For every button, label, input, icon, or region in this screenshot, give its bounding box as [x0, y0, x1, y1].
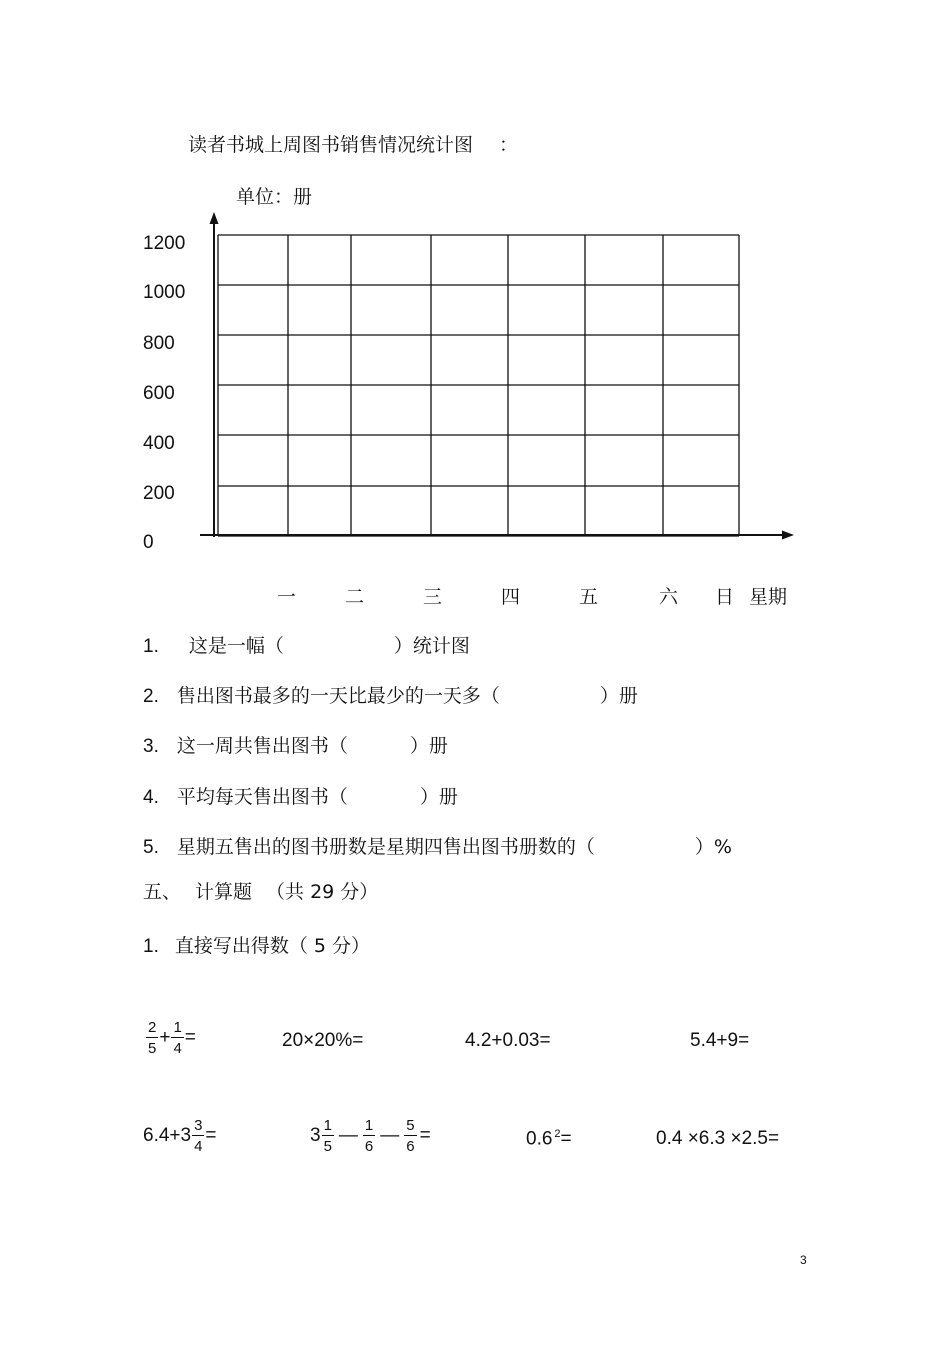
question-text: 这一周共售出图书（: [176, 735, 348, 757]
operator: —: [380, 1125, 400, 1146]
expression-percent: 20×20%=: [282, 1030, 364, 1051]
section-number: 五、: [143, 881, 182, 903]
section-title: 计算题: [195, 881, 253, 903]
question-text: 星期五售出的图书册数是星期四售出图书册数的（: [176, 836, 595, 858]
y-tick-label: 0: [143, 532, 154, 553]
question-number: 5.: [143, 837, 159, 858]
question-3: [143, 731, 448, 758]
subsection-title: 直接写出得数（: [174, 935, 308, 957]
y-tick-label: 800: [143, 333, 175, 354]
fraction: $\frac{1}{4}$: [173, 1019, 182, 1057]
x-axis-title: 星期: [749, 586, 788, 608]
fraction: $\frac{2}{5}$: [148, 1019, 157, 1057]
section-heading: [143, 877, 378, 904]
question-suffix: ）%: [694, 836, 732, 858]
operator: —: [338, 1125, 358, 1146]
expression-mixed-sum: [143, 1118, 217, 1154]
section-score: （共 29 分）: [266, 881, 379, 903]
grid-lines: [218, 235, 739, 536]
chart-title-text: 读者书城上周图书销售情况统计图: [188, 134, 474, 156]
operand: 6.4+3: [143, 1125, 192, 1146]
question-number: 3.: [143, 736, 159, 757]
x-tick-label: 日: [715, 586, 735, 608]
equals: =: [419, 1125, 431, 1146]
question-text: 平均每天售出图书（: [176, 786, 348, 808]
y-tick-label: 1200: [143, 233, 186, 254]
operator: +: [159, 1027, 171, 1048]
question-suffix: ）册: [419, 786, 458, 808]
x-tick-label: 一: [277, 586, 297, 608]
question-suffix: ）册: [409, 735, 448, 757]
question-1: [143, 631, 470, 658]
y-axis-arrow: [210, 212, 219, 224]
question-number: 4.: [143, 787, 159, 808]
y-tick-label: 600: [143, 383, 175, 404]
whole-number: 3: [310, 1125, 321, 1146]
expression-square: [526, 1128, 572, 1150]
question-text: 这是一幅（: [188, 635, 284, 657]
x-tick-label: 六: [659, 586, 679, 608]
fraction: $\frac{1}{6}$: [364, 1117, 374, 1155]
expression-fraction-sum: [145, 1020, 196, 1056]
equals: =: [184, 1027, 196, 1048]
question-number: 1.: [143, 636, 159, 657]
subsection-heading: [143, 931, 370, 958]
equals: =: [205, 1125, 217, 1146]
question-5: [143, 832, 732, 859]
question-suffix: ）统计图: [393, 635, 470, 657]
page-number: 3: [800, 1253, 807, 1267]
y-tick-label: 200: [143, 483, 175, 504]
question-text: 售出图书最多的一天比最少的一天多（: [176, 685, 500, 707]
x-axis-arrow: [782, 531, 794, 540]
question-number: 2.: [143, 686, 159, 707]
subsection-number: 1.: [143, 936, 159, 957]
subsection-score: 5 分）: [313, 935, 371, 957]
y-tick-label: 1000: [143, 282, 186, 303]
x-tick-label: 二: [345, 586, 365, 608]
fraction: $\frac{1}{5}$: [323, 1117, 332, 1155]
expression-product: 0.4 ×6.3 ×2.5=: [656, 1128, 780, 1149]
question-2: [143, 681, 638, 708]
expression-decimal-sum: 4.2+0.03=: [465, 1030, 551, 1051]
equals: =: [560, 1128, 572, 1150]
base: 0.6: [526, 1128, 553, 1150]
x-tick-label: 四: [501, 586, 521, 608]
expression-sum: 5.4+9=: [690, 1030, 750, 1051]
question-4: [143, 782, 458, 809]
chart-grid: [0, 0, 950, 600]
fraction: $\frac{5}{6}$: [406, 1117, 415, 1155]
fraction: $\frac{3}{4}$: [194, 1117, 203, 1155]
unit-label: 单位：册: [236, 186, 313, 208]
x-tick-label: 三: [423, 586, 443, 608]
y-tick-label: 400: [143, 433, 175, 454]
question-suffix: ）册: [599, 685, 638, 707]
exponent: 2: [554, 1128, 561, 1140]
x-tick-label: 五: [579, 586, 599, 608]
expression-mixed-difference: [310, 1118, 431, 1154]
chart-title-colon: ：: [499, 134, 519, 156]
